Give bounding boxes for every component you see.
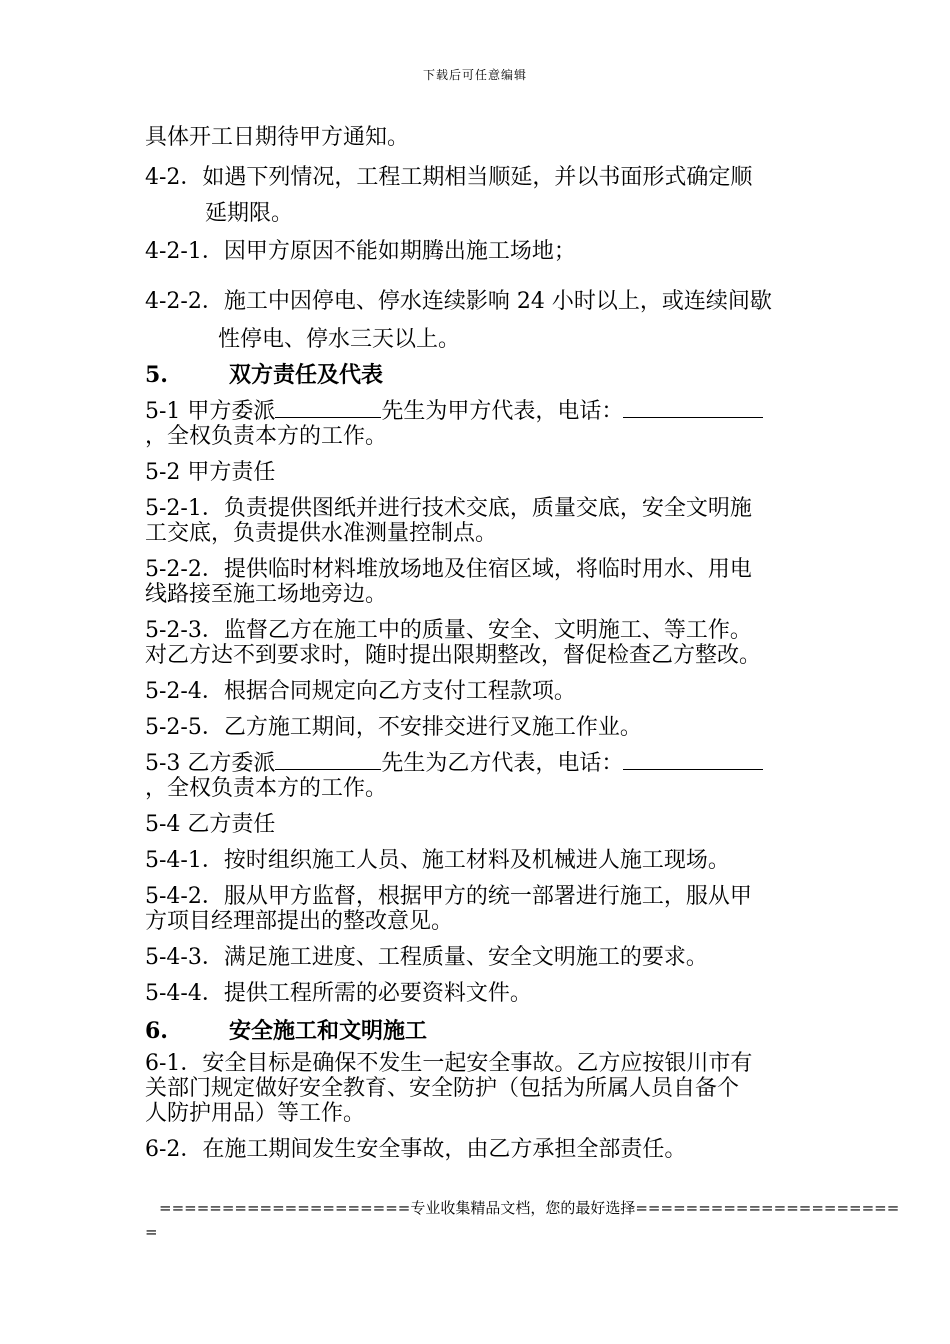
clause-4-2-2-cont: 性停电、停水三天以上。 bbox=[218, 327, 461, 352]
clause-6-1-cont2: 人防护用品）等工作。 bbox=[145, 1101, 366, 1126]
clause-5-4: 5-4 乙方责任 bbox=[145, 812, 276, 837]
paragraph-line: 具体开工日期待甲方通知。 bbox=[145, 125, 410, 150]
clause-4-2-1: 4-2-1．因甲方原因不能如期腾出施工场地； bbox=[145, 239, 576, 264]
clause-4-2-cont: 延期限。 bbox=[205, 201, 294, 226]
clause-text: 先生为乙方代表，电话： bbox=[381, 751, 624, 776]
blank-field[interactable] bbox=[275, 747, 381, 770]
clause-5-2: 5-2 甲方责任 bbox=[145, 460, 276, 485]
clause-5-2-4: 5-2-4．根据合同规定向乙方支付工程款项。 bbox=[145, 679, 576, 704]
clause-5-3-cont: ，全权负责本方的工作。 bbox=[145, 776, 388, 801]
section-title: 双方责任及代表 bbox=[229, 362, 384, 388]
blank-field[interactable] bbox=[623, 747, 763, 770]
clause-4-2-2: 4-2-2．施工中因停电、停水连续影响 24 小时以上，或连续间歇 bbox=[145, 289, 772, 314]
clause-5-4-3: 5-4-3．满足施工进度、工程质量、安全文明施工的要求。 bbox=[145, 945, 708, 970]
page-header: 下载后可任意编辑 bbox=[422, 68, 527, 82]
page-footer bbox=[145, 1196, 899, 1244]
clause-6-1: 6-1．安全目标是确保不发生一起安全事故。乙方应按银川市有 bbox=[145, 1051, 753, 1076]
section-heading-5 bbox=[145, 357, 383, 393]
clause-5-2-2-cont: 线路接至施工场地旁边。 bbox=[145, 582, 388, 607]
clause-5-4-2: 5-4-2．服从甲方监督，根据甲方的统一部署进行施工，服从甲 bbox=[145, 884, 752, 909]
section-number: 6. bbox=[145, 1018, 168, 1044]
clause-5-1-cont: ，全权负责本方的工作。 bbox=[145, 424, 388, 449]
clause-6-1-cont: 关部门规定做好安全教育、安全防护（包括为所属人员自备个 bbox=[145, 1076, 740, 1101]
clause-5-4-1: 5-4-1．按时组织施工人员、施工材料及机械进人施工现场。 bbox=[145, 848, 730, 873]
clause-5-2-1-cont: 工交底，负责提供水准测量控制点。 bbox=[145, 521, 498, 546]
clause-5-2-3: 5-2-3．监督乙方在施工中的质量、安全、文明施工、等工作。 bbox=[145, 618, 752, 643]
clause-4-2: 4-2．如遇下列情况，工程工期相当顺延，并以书面形式确定顺 bbox=[145, 165, 753, 190]
clause-text: 5-3 乙方委派 bbox=[145, 751, 276, 776]
clause-text: 5-1 甲方委派 bbox=[145, 399, 276, 424]
clause-5-2-2: 5-2-2．提供临时材料堆放场地及住宿区域，将临时用水、用电 bbox=[145, 557, 752, 582]
footer-line: ====================专业收集精品文档，您的最好选择===================== bbox=[159, 1199, 900, 1217]
section-number: 5. bbox=[145, 362, 168, 388]
clause-5-2-1: 5-2-1．负责提供图纸并进行技术交底，质量交底，安全文明施 bbox=[145, 496, 752, 521]
clause-6-2: 6-2．在施工期间发生安全事故，由乙方承担全部责任。 bbox=[145, 1137, 687, 1162]
clause-5-2-5: 5-2-5．乙方施工期间，不安排交进行叉施工作业。 bbox=[145, 715, 642, 740]
section-heading-6 bbox=[145, 1013, 427, 1049]
blank-field[interactable] bbox=[623, 395, 763, 418]
clause-5-2-3-cont: 对乙方达不到要求时，随时提出限期整改，督促检查乙方整改。 bbox=[145, 643, 762, 668]
clause-text: 先生为甲方代表，电话： bbox=[381, 399, 624, 424]
clause-5-4-2-cont: 方项目经理部提出的整改意见。 bbox=[145, 909, 454, 934]
clause-5-4-4: 5-4-4．提供工程所需的必要资料文件。 bbox=[145, 981, 532, 1006]
footer-line: = bbox=[145, 1223, 158, 1241]
section-title: 安全施工和文明施工 bbox=[229, 1018, 428, 1044]
blank-field[interactable] bbox=[275, 395, 381, 418]
